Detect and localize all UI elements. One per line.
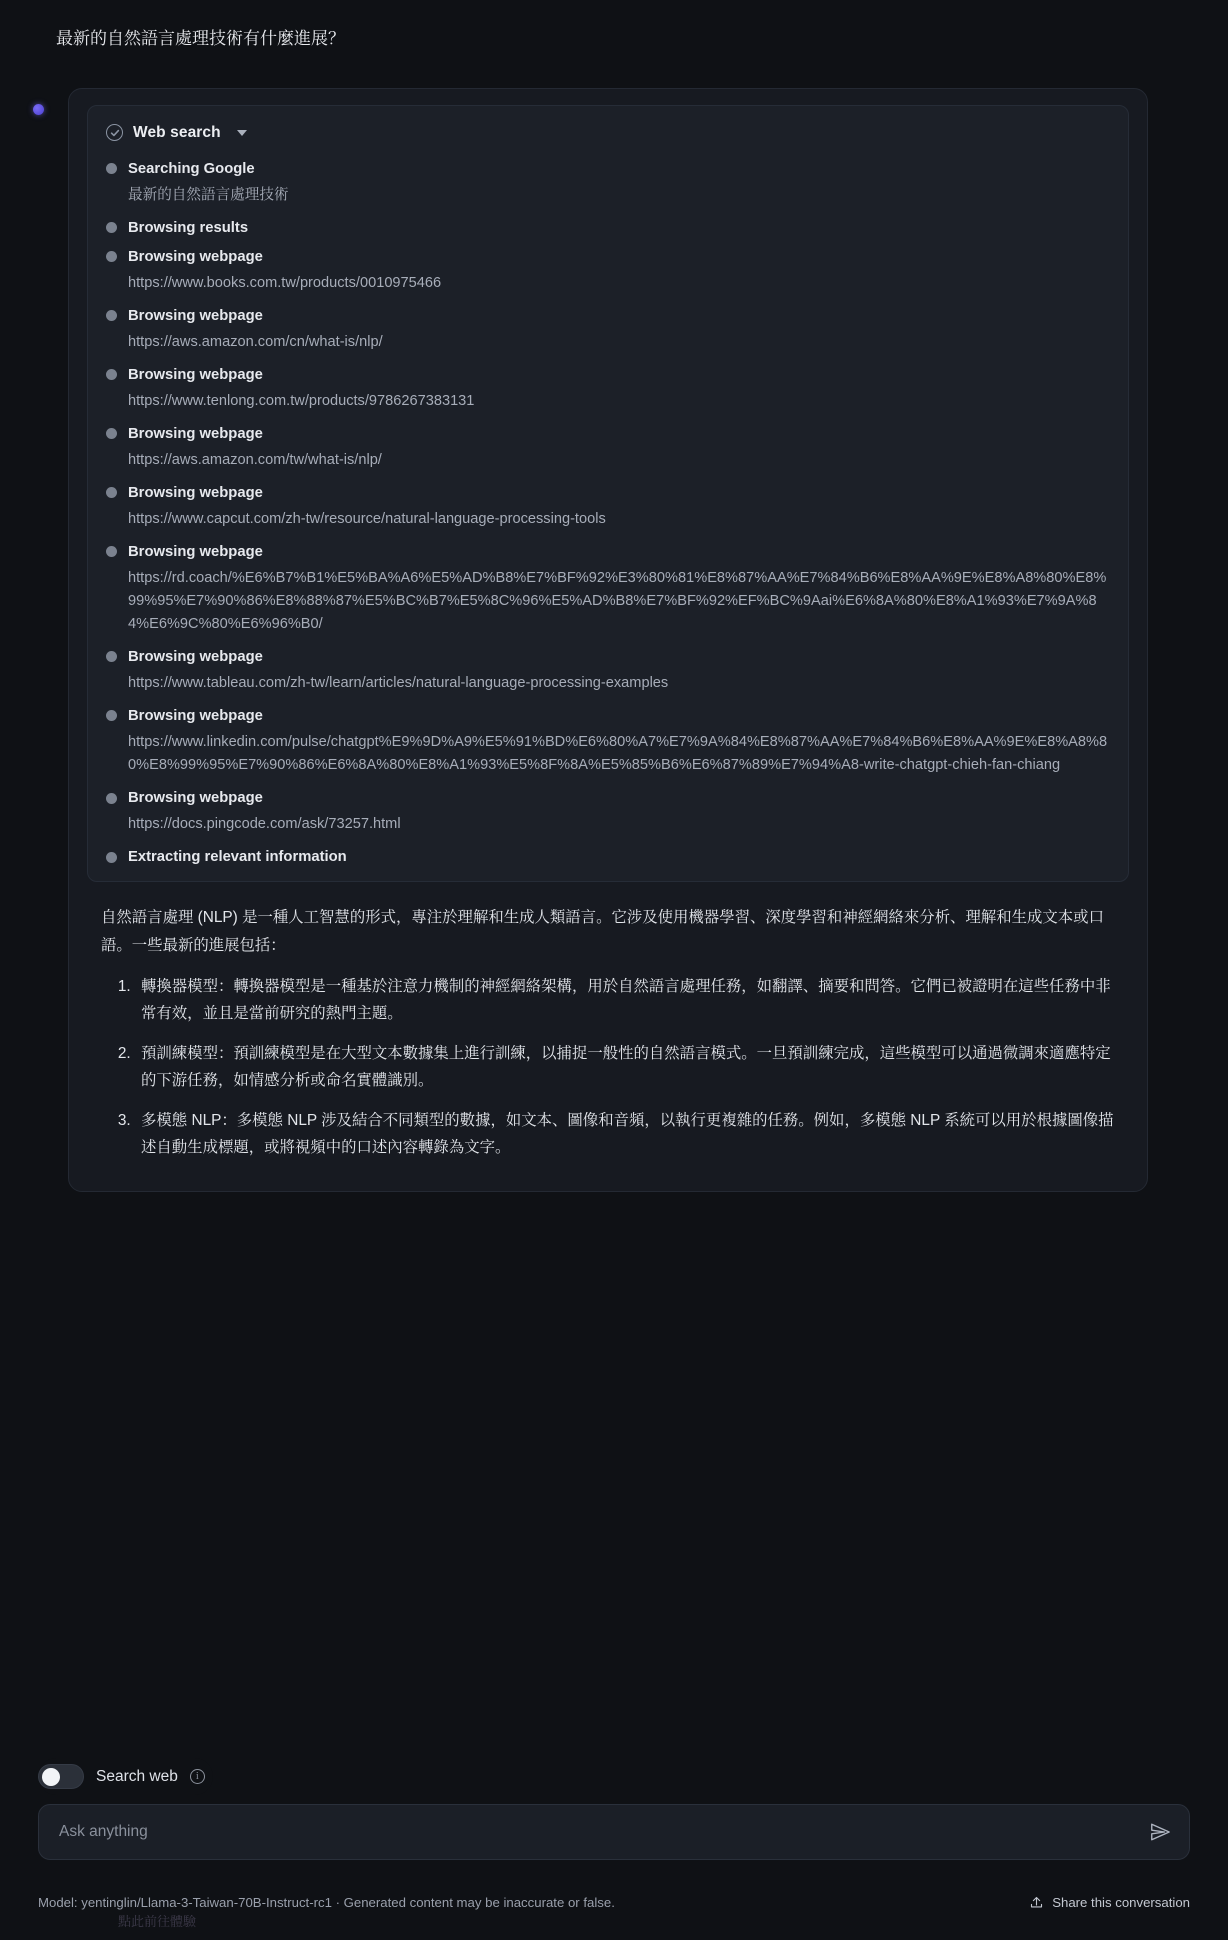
tool-step (106, 236, 1110, 295)
ghost-watermark-text: 點此前往體驗 (118, 1914, 197, 1929)
ask-anything-input[interactable] (57, 1822, 1149, 1842)
step-label: Browsing webpage (128, 425, 263, 442)
tool-step (106, 295, 1110, 354)
step-bullet-icon (106, 369, 117, 380)
step-label: Browsing webpage (128, 543, 263, 560)
step-bullet-icon (106, 251, 117, 262)
step-bullet-icon (106, 793, 117, 804)
tool-panel-title: Web search (133, 123, 221, 141)
share-upload-icon (1029, 1895, 1044, 1910)
answer-list-item: 3. 多模態 NLP：多模態 NLP 涉及結合不同類型的數據，如文本、圖像和音頻，以執行更複雜的任務。例如，多模態 NLP 系統可以用於根據圖像描述自動生成標題，或將視頻中的口述內容轉錄為文字。 (135, 1107, 1115, 1162)
search-web-label: Search web (96, 1767, 178, 1785)
step-bullet-icon (106, 222, 117, 233)
message-card (68, 88, 1148, 1193)
send-icon[interactable] (1149, 1821, 1171, 1843)
step-label: Searching Google (128, 160, 255, 177)
step-detail-url[interactable]: https://rd.coach/%E6%B7%B1%E5%BA%A6%E5%AD%B8%E7%BF%92%E3%80%81%E8%87%AA%E7%84%B6%E8%AA%9E%E8%A8%80%E8%99%95%E7%90%86%E8%88%87%E5%BC%B7%E5%8C%96%E5%AD%B8%E7%BF%92%EF%BC%9Aai%E6%8A%80%E8%A1%93%E7%9A%84%E6%9C%80%E6%96%B0/ (128, 569, 1107, 632)
answer-intro: 自然語言處理 (NLP) 是一種人工智慧的形式，專注於理解和生成人類語言。它涉及使用機器學習、深度學習和神經網絡來分析、理解和生成文本或口語。一些最新的進展包括： (101, 909, 1104, 954)
step-detail-url[interactable]: https://aws.amazon.com/cn/what-is/nlp/ (128, 333, 383, 350)
toggle-switch[interactable] (38, 1764, 84, 1789)
tool-step (106, 531, 1110, 636)
tool-step (106, 636, 1110, 695)
share-conversation-button[interactable] (1029, 1895, 1190, 1910)
composer[interactable] (38, 1804, 1190, 1860)
step-detail-url[interactable]: https://www.capcut.com/zh-tw/resource/natural-language-processing-tools (128, 510, 606, 527)
tool-step (106, 472, 1110, 531)
step-bullet-icon (106, 852, 117, 863)
share-conversation-label: Share this conversation (1052, 1895, 1190, 1910)
assistant-avatar (33, 104, 44, 115)
tool-step (106, 354, 1110, 413)
step-bullet-icon (106, 710, 117, 721)
model-info-text: Model: yentinglin/Llama-3-Taiwan-70B-Instruct-rc1 · Generated content may be inaccurate or false. (38, 1895, 615, 1910)
step-label: Browsing webpage (128, 307, 263, 324)
assistant-message (0, 88, 1228, 1193)
step-detail-url[interactable]: https://aws.amazon.com/tw/what-is/nlp/ (128, 451, 382, 468)
step-label: Browsing results (128, 219, 249, 236)
step-label: Browsing webpage (128, 648, 263, 665)
tool-step (106, 148, 1110, 207)
step-detail-url[interactable]: https://www.tableau.com/zh-tw/learn/articles/natural-language-processing-examples (128, 674, 669, 691)
step-label: Extracting relevant information (128, 849, 347, 866)
step-label: Browsing webpage (128, 484, 263, 501)
step-bullet-icon (106, 651, 117, 662)
step-label: Browsing webpage (128, 248, 263, 265)
tool-step (106, 777, 1110, 836)
user-query: 最新的自然語言處理技術有什麼進展？ (56, 29, 345, 48)
answer-list-item: 2. 預訓練模型：預訓練模型是在大型文本數據集上進行訓練，以捕捉一般性的自然語言模式。一旦預訓練完成，這些模型可以通過微調來適應特定的下游任務，如情感分析或命名實體識別。 (135, 1040, 1115, 1095)
step-detail-url[interactable]: https://docs.pingcode.com/ask/73257.html (128, 816, 401, 833)
answer-list-item: 1. 轉換器模型：轉換器模型是一種基於注意力機制的神經網絡架構，用於自然語言處理任務，如翻譯、摘要和問答。它們已被證明在這些任務中非常有效，並且是當前研究的熱門主題。 (135, 973, 1115, 1028)
step-bullet-icon (106, 428, 117, 439)
check-circle-icon (106, 124, 123, 141)
step-bullet-icon (106, 163, 117, 174)
footer (0, 1895, 1228, 1910)
step-detail-url[interactable]: https://www.tenlong.com.tw/products/9786267383131 (128, 392, 475, 409)
step-bullet-icon (106, 487, 117, 498)
search-web-toggle[interactable] (38, 1758, 213, 1795)
chevron-down-icon[interactable] (237, 130, 247, 136)
step-label: Browsing webpage (128, 707, 263, 724)
step-bullet-icon (106, 310, 117, 321)
tool-step (106, 413, 1110, 472)
tool-step (106, 836, 1110, 865)
toggle-knob (42, 1768, 60, 1786)
step-detail-url[interactable]: https://www.books.com.tw/products/0010975466 (128, 274, 442, 291)
step-detail: 最新的自然語言處理技術 (128, 186, 289, 203)
tool-panel-header[interactable] (106, 120, 1110, 148)
web-search-tool-panel (87, 105, 1129, 883)
answer-body (69, 882, 1147, 1161)
tool-step (106, 695, 1110, 777)
step-label: Browsing webpage (128, 366, 263, 383)
step-label: Browsing webpage (128, 790, 263, 807)
answer-list (101, 973, 1115, 1162)
info-icon[interactable]: i (190, 1769, 205, 1784)
step-bullet-icon (106, 546, 117, 557)
step-detail-url[interactable]: https://www.linkedin.com/pulse/chatgpt%E9%9D%A9%E5%91%BD%E6%80%A7%E7%9A%84%E8%87%AA%E7%84%B6%E8%AA%9E%E8%A8%80%E8%99%95%E7%90%86%E6%8A%80%E8%A1%93%E5%8F%8A%E5%85%B6%E6%87%89%E7%94%A8-write-chatgpt-chieh-fan-chiang (128, 733, 1108, 774)
tool-step (106, 207, 1110, 236)
